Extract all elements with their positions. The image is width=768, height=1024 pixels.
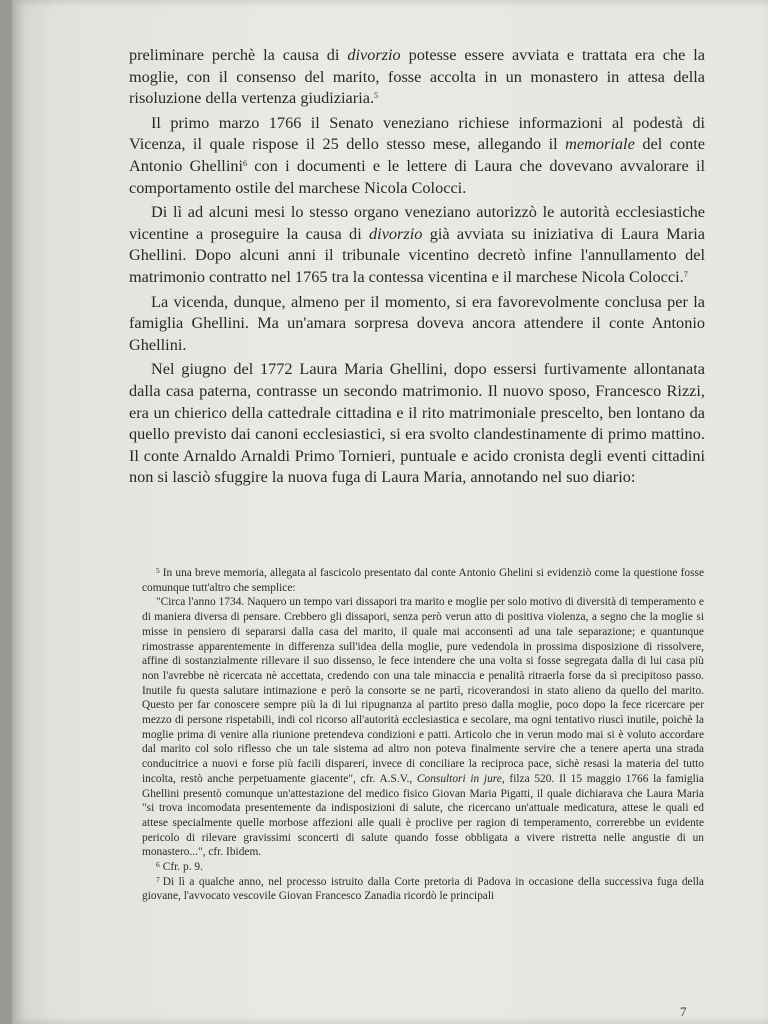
paragraph-2: Il primo marzo 1766 il Senato veneziano richiese informazioni al podestà di Vicenza, il quale rispose il 25 dello stesso mese, allegando il memoriale del conte Antonio Ghellini$^6$ con i documenti e le lettere di Laura che dovevano avvalorare il comportamento ostile del marchese Nicola Colocci. <box>129 112 706 197</box>
footnote-6: $^6$ Cfr. p. 9. <box>156 860 203 874</box>
italic-title: Consultori in jure <box>416 772 502 785</box>
paragraph-1: preliminare perchè la causa di divorzio potesse essere avviata e trattata era che la moglie, con il consenso del marito, fosse accolta in un monastero in attesa della risoluzione della vertenza giudiziaria.$^5$ <box>129 45 705 108</box>
book-page <box>12 0 768 1024</box>
footnotes <box>142 566 704 904</box>
paragraph-4: La vicenda, dunque, almeno per il momento, si era favorevolmente conclusa per la famiglia Ghellini. Ma un'amara sorpresa doveva ancora attendere il conte Antonio Ghellini. <box>129 291 705 354</box>
page-number: 7 <box>680 1004 687 1019</box>
italic-term: divorzio <box>347 45 401 64</box>
footnote-ref-7: 7 <box>683 269 688 279</box>
footnote-5-quote: "Circa l'anno 1734. Naquero un tempo vari dissapori tra marito e moglie per solo motivo di diversità di temperamento e di maniera diversa di pensare. Crebbero gli dissapori, senza però verun atto di positiva violenza, a segno che la moglie si misse in pensiero di separarsi dalla casa del marito, il quale mai acconsentì ad una tale separazione; e quantunque rimostrasse apparentemente in differenza sull'idea della moglie, pure vedendola in prossima disposizione di rissolvere, affine di sostanzialmente rillevare il suo dissenso, le fece intendere che una volta si fosse segregata dalla di lui casa più non l'avrebbe nè ricercata nè accettata, credendo con una tale minaccia e penalità ritraerla forse da sì precipitoso passo. Inutile fu questa salutare intimazione e però la consorte se ne partì, ricoverandosi in stato alieno da quello del marito. Questo per far conoscere sempre più la di lui ripugnanza al partito preso dalla moglie, poco dopo la fece ricercare per mezzo di persone rispetabili, indi col ricorso all'autorità ecclesiastica e secolare, ma ogni tentativo riuscì inutile, poichè la moglie prima di venire alla riunione pretendeva condizioni e patti. Articolo che in verun modo mai si è voluto accordare dal marito col solo riflesso che un tale sistema ad altro non poteva finalmente servire che a tenere aperta una strada conducitrice a nuovi e forse più facili dispareri, invece di conciliare la reciproca pace, sichè resasi la materia del tutto incolta, restò anche perpetuamente giacente", cfr. A.S.V., Consultori in jure, filza 520. Il 15 maggio 1766 la famiglia Ghellini presentò comunque un'attestazione del medico fisico Giovan Maria Pigatti, il quale dichiarava che Laura Maria "si trova incomodata presentemente da indisposizioni di salute, che ricercano un'attuale medicatura, attese le quali ed attese specialmente quelle morbose affezioni alle quali è proclive per ragion di temperamento, correrebbe un evidente pericolo di rilevare gravissimi sconcerti di salute quando fosse obbligata a vivere ristretta nelle angustie di un monastero...", cfr. Ibidem. <box>142 596 704 859</box>
paragraph-5: Nel giugno del 1772 Laura Maria Ghellini, dopo essersi furtivamente allontanata dalla casa paterna, contrasse un secondo matrimonio. Il nuovo sposo, Francesco Rizzi, era un chierico della cattedrale cittadina e il rito matrimoniale prescelto, ben lontano da quello previsto dai canoni ecclesiastici, si era svolto clandestinamente di primo mattino. Il conte Arnaldo Arnaldi Primo Tornieri, puntuale e acido cronista degli eventi cittadini non si lasciò sfuggire la nuova fuga di Laura Maria, annotando nel suo diario: <box>129 359 705 487</box>
paragraph-3: Di lì ad alcuni mesi lo stesso organo veneziano autorizzò le autorità ecclesiastiche vicentine a proseguire la causa di divorzio già avviata su iniziativa di Laura Maria Ghellini. Dopo alcuni anni il tribunale vicentino decretò infine l'annullamento del matrimonio contratto nel 1765 tra la contessa vicentina e il marchese Nicola Colocci.$^7$ <box>129 202 705 286</box>
footnote-7: $^7$ Di lì a qualche anno, nel processo istruito dalla Corte pretoria di Padova in occasione della successiva fuga della giovane, l'avvocato vescovile Giovan Francesco Zanadia ricordò le principali <box>142 874 704 903</box>
footnote-ref-6: 6 <box>243 158 248 168</box>
main-text <box>129 44 705 488</box>
italic-term: divorzio <box>369 223 423 243</box>
footnote-5: $^5$ In una breve memoria, allegata al fascicolo presentato dal conte Antonio Ghelini si evidenziò come la questione fosse comunque tutt'altro che semplice: <box>142 566 704 594</box>
footnote-ref-5: 5 <box>374 91 379 101</box>
italic-term: memoriale <box>565 134 635 154</box>
